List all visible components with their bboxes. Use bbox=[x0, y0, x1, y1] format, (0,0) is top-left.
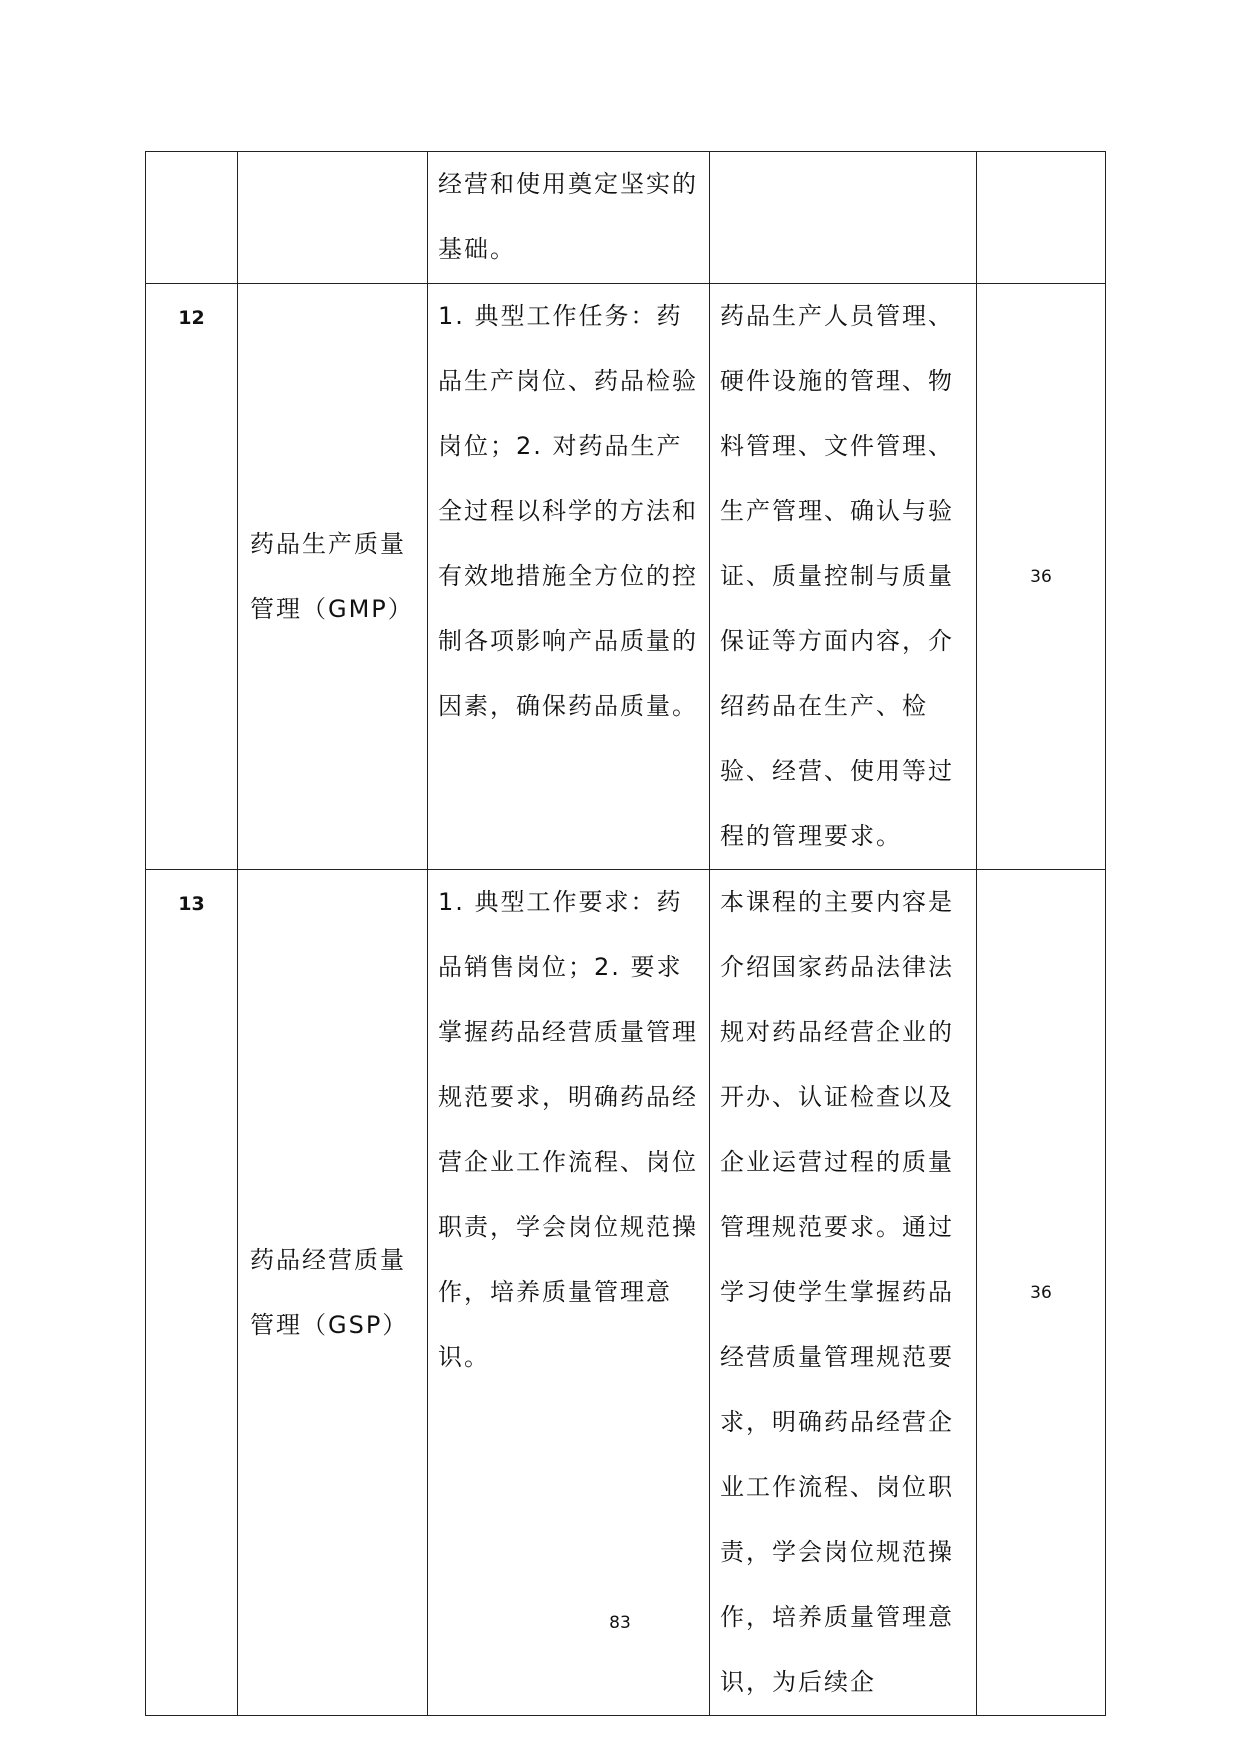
requirements-cell: 1. 典型工作要求：药品销售岗位；2. 要求掌握药品经营质量管理规范要求，明确药品经营企业工作流程、岗位职责，学会岗位规范操作，培养质量管理意识。 bbox=[428, 870, 710, 1716]
table-row bbox=[146, 284, 1106, 870]
requirements-cell: 1. 典型工作任务：药品生产岗位、药品检验岗位；2. 对药品生产全过程以科学的方法和有效地措施全方位的控制各项影响产品质量的因素，确保药品质量。 bbox=[428, 284, 710, 870]
course-name-cell: 药品生产质量管理（GMP） bbox=[238, 284, 428, 870]
hours-cell: 36 bbox=[977, 284, 1106, 870]
table-row bbox=[146, 152, 1106, 284]
row-number-cell bbox=[146, 152, 238, 284]
requirements-cell: 经营和使用奠定坚实的基础。 bbox=[428, 152, 710, 284]
content-cell: 本课程的主要内容是介绍国家药品法律法规对药品经营企业的开办、认证检查以及企业运营过程的质量管理规范要求。通过学习使学生掌握药品经营质量管理规范要求，明确药品经营企业工作流程、岗位职责，学会岗位规范操作，培养质量管理意识，为后续企 bbox=[710, 870, 977, 1716]
page-number: 83 bbox=[609, 1613, 631, 1633]
row-number-cell: 12 bbox=[146, 284, 238, 870]
hours-cell bbox=[977, 152, 1106, 284]
course-name-cell bbox=[238, 152, 428, 284]
table-row bbox=[146, 870, 1106, 1716]
course-name-cell: 药品经营质量管理（GSP） bbox=[238, 870, 428, 1716]
row-number-cell: 13 bbox=[146, 870, 238, 1716]
content-cell bbox=[710, 152, 977, 284]
hours-cell: 36 bbox=[977, 870, 1106, 1716]
course-table bbox=[145, 151, 1106, 1716]
content-cell: 药品生产人员管理、硬件设施的管理、物料管理、文件管理、生产管理、确认与验证、质量控制与质量保证等方面内容，介绍药品在生产、检验、经营、使用等过程的管理要求。 bbox=[710, 284, 977, 870]
